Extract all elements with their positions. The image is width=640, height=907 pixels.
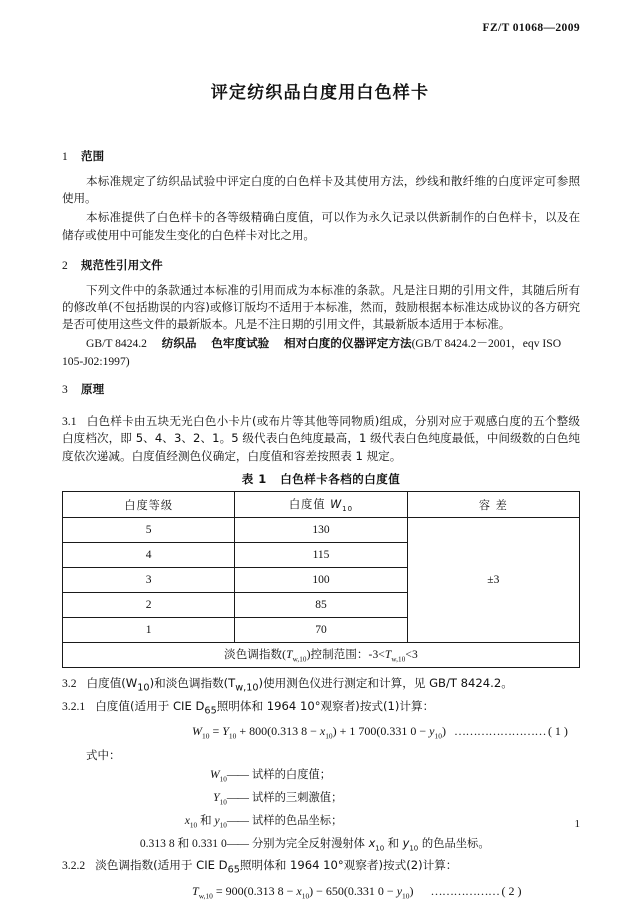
section-number-2: 2	[62, 259, 68, 272]
section-2-paragraph-1: 下列文件中的条款通过本标准的引用而成为本标准的条款。凡是注日期的引用文件，其随后所有的修改单(不包括勘误的内容)或修订版均不适用于本标准，然而，鼓励根据本标准达成协议的各方研究是否可使用这些文件的最新版本。凡是不注日期的引用文件，其最新版本适用于本标准。	[62, 282, 580, 332]
clause-3-1-text: 白色样卡由五块无光白色小卡片(或布片等其他等同物质)组成，分别对应于观感白度的五个整级白度档次，即 5、4、3、2、1。5 级代表白色纯度最高，1 级代表白色纯度最低，中间级数的白色纯度依次递减。白度值经测色仪确定，白度值和容差按照表 1 规定。	[62, 413, 580, 463]
formula-2	[192, 884, 521, 900]
clause-3-2-text-c: )使用测色仪进行测定和计算，见 GB/T 8424.2。	[258, 676, 513, 691]
cell-whiteness-value: 115	[235, 543, 407, 568]
footnote-prefix: 淡色调指数(	[224, 649, 287, 662]
normative-reference-entry	[62, 335, 580, 369]
clause-3-2-2-text-pre: 淡色调指数(适用于 CIE D	[95, 858, 228, 873]
definition-symbol-subscript: 10	[219, 798, 227, 807]
document-body	[62, 148, 580, 907]
section-number-1: 1	[62, 151, 68, 163]
clause-3-2-sub-b: w,10	[235, 682, 259, 694]
definition-symbol-subscript: 10	[219, 775, 227, 784]
column-header-whiteness-value: 白度值 $W_{10}$	[235, 492, 407, 518]
footnote-symbol: T	[286, 649, 293, 662]
cell-tolerance: ±3	[407, 518, 579, 643]
footnote-middle: )控制范围：-3<	[306, 649, 385, 662]
section-title-1: 范围	[80, 149, 105, 163]
section-title-2: 规范性引用文件	[80, 257, 163, 272]
definition-row	[62, 835, 580, 858]
table-1-caption	[62, 471, 580, 487]
formula-1-rhs: = $Y_{10} + 800(0.313$ $8 - x_{10}) + 1$ 700(0.331 $0 - y_{10}$)	[212, 724, 446, 741]
page-number: 1	[574, 818, 580, 830]
column-header-grade: 白度等级	[63, 492, 235, 518]
reference-name-part-1: 纺织品	[161, 336, 197, 351]
formula-1-number: ( 1 )	[547, 724, 568, 739]
cell-whiteness-value: 70	[235, 618, 407, 643]
formula-2-row	[62, 884, 580, 903]
where-label: 式中：	[86, 748, 121, 763]
cell-grade: 3	[63, 568, 235, 593]
clause-3-2-sub-a: 10	[137, 682, 150, 694]
section-1-paragraph-2: 本标准提供了白色样卡的各等级精确白度值，可以作为永久记录以供新制作的白色样卡，以及在储存或使用中可能发生变化的白色样卡对比之用。	[62, 210, 580, 242]
footnote-suffix: <3	[405, 649, 418, 662]
formula-2-number: ( 2 )	[501, 884, 522, 899]
reference-name-part-3: 相对白度的仪器评定方法	[284, 336, 412, 351]
footnote-symbol-2: T	[384, 649, 392, 662]
symbol-definition-list	[62, 766, 580, 857]
formula-2-lhs: T	[192, 884, 199, 899]
definition-symbol: 0.313 8 和 0.331 0——	[139, 836, 248, 850]
footnote-symbol-2-subscript: w,10	[391, 655, 406, 664]
clause-3-1-number: 3.1	[62, 414, 77, 428]
column-header-tolerance: 容 差	[407, 492, 579, 518]
section-number-3: 3	[62, 383, 68, 396]
footnote-symbol-subscript: w,10	[292, 655, 307, 664]
clause-3-2-1-text-post: 照明体和 1964 10°观察者)按式(1)计算：	[216, 698, 435, 713]
reference-code: GB/T 8424.2	[86, 337, 147, 351]
reference-name-part-2: 色牢度试验	[211, 336, 270, 351]
clause-3-2	[62, 675, 580, 697]
cell-whiteness-value: 130	[235, 518, 407, 543]
definition-symbol-base: W	[209, 768, 220, 782]
clause-3-2-1-number: 3.2.1	[62, 699, 86, 713]
clause-3-2-text-b: )和淡色调指数(T	[149, 676, 236, 691]
formula-2-rhs: = 900(0.313 $8 - x_{10}) - 650(0.331$ $0 - y_{10}$)	[215, 884, 414, 901]
table-1-footnote	[63, 643, 580, 668]
cell-whiteness-value: 100	[235, 568, 407, 593]
document-title: 评定纺织品白度用白色样卡	[210, 83, 430, 103]
page-header-standard-code: FZ/T 01068—2009	[482, 22, 580, 34]
definition-text: 试样的色品坐标；	[252, 813, 343, 827]
table-footnote-row	[63, 643, 580, 668]
table-1-caption-label: 表 1	[241, 472, 267, 487]
definition-symbol: $Y_{10}——$	[213, 791, 248, 807]
clause-3-2-1	[62, 698, 580, 720]
cell-grade: 5	[63, 518, 235, 543]
definition-symbol-base: Y	[213, 791, 220, 805]
formula-2-leader: ………………	[430, 884, 500, 899]
cell-grade: 2	[63, 593, 235, 618]
definition-text: 试样的白度值；	[252, 768, 332, 782]
definition-row	[62, 789, 580, 812]
cell-grade: 1	[63, 618, 235, 643]
formula-1-lhs-subscript: 10	[202, 731, 210, 741]
illuminant-subscript: 65	[227, 864, 240, 876]
reference-edition: (GB/T 8424.2－2001，eqv ISO 105-J02:1997)	[62, 337, 562, 368]
definition-text: 分别为完全反射漫射体 $x_{10}$ 和 $y_{10}$ 的色品坐标。	[252, 836, 490, 852]
clause-3-2-1-text-pre: 白度值(适用于 CIE D	[95, 698, 205, 713]
formula-2-lhs-subscript: w,10	[198, 891, 213, 901]
section-heading-2	[62, 257, 580, 273]
formula-1-lhs: W	[192, 724, 202, 739]
cell-grade: 4	[63, 543, 235, 568]
section-title-3: 原理	[80, 381, 105, 396]
cell-whiteness-value: 85	[235, 593, 407, 618]
clause-3-1	[62, 413, 580, 465]
definition-row	[62, 812, 580, 835]
definition-symbol: $W_{10}——$	[209, 768, 248, 784]
table-header-row	[63, 492, 580, 518]
table-1-caption-text: 白色样卡各档的白度值	[280, 472, 401, 487]
clause-3-2-text-a: 白度值(W	[86, 676, 138, 691]
section-1-paragraph-1: 本标准规定了纺织品试验中评定白度的白色样卡及其使用方法，纱线和散纤维的白度评定可参照使用。	[62, 174, 580, 206]
table-whiteness-values	[62, 491, 580, 668]
formula-1	[192, 724, 568, 740]
illuminant-subscript: 65	[204, 705, 217, 717]
definition-text: 试样的三刺激值；	[252, 791, 343, 805]
table-row	[63, 518, 580, 543]
clause-3-2-number: 3.2	[62, 677, 77, 691]
section-heading-1	[62, 148, 580, 164]
clause-3-2-2-number: 3.2.2	[62, 859, 86, 873]
definition-symbol: $x_{10}$ 和 $y_{10}——$	[184, 813, 248, 830]
formula-1-row	[62, 724, 580, 743]
clause-3-2-2	[62, 857, 580, 879]
formula-1-leader: ……………………	[453, 724, 546, 739]
clause-3-2-2-text-post: 照明体和 1964 10°观察者)按式(2)计算：	[239, 858, 458, 873]
section-heading-3	[62, 381, 580, 397]
column-header-w-subscript: 10	[342, 505, 353, 514]
definition-row	[62, 766, 580, 789]
